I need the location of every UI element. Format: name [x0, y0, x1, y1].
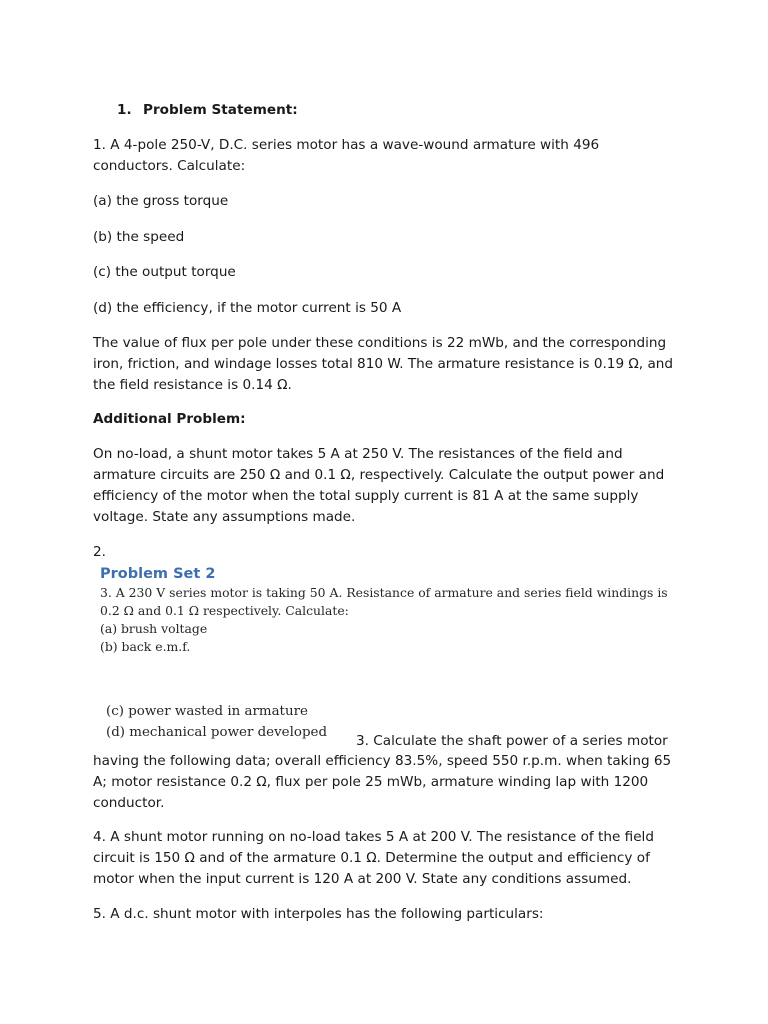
additional-problem-text: On no-load, a shunt motor takes 5 A at 250 V. The resistances of the field and armature circuits are 250 Ω and 0.1 Ω, respectively. Calculate the output power and efficiency of the motor when the total supply current is 81 A at the same supply voltage. State any assumptions made. [93, 446, 665, 525]
problem1-part-b: (b) the speed [93, 229, 185, 245]
image-line: (a) brush voltage [100, 621, 208, 636]
additional-problem-title: Additional Problem: [93, 411, 246, 427]
image-line: (c) power wasted in armature [106, 704, 308, 719]
problem4-text: 4. A shunt motor running on no-load takes 5 A at 200 V. The resistance of the field circuit is 150 Ω and of the armature 0.1 Ω. Determine the output and efficiency of motor when the input current is 120 A at 200 V. State any conditions assumed. [93, 829, 654, 887]
problem1-note: The value of flux per pole under these conditions is 22 mWb, and the corresponding iron, friction, and windage losses total 810 W. The armature resistance is 0.19 Ω, and the field resistance is 0.14 Ω. [93, 335, 674, 393]
image-line: 0.2 Ω and 0.1 Ω respectively. Calculate: [100, 603, 349, 618]
problem3-first-line: 3. Calculate the shaft power of a series motor [356, 733, 668, 749]
section-heading [117, 100, 298, 121]
problem3-text: having the following data; overall efficiency 83.5%, speed 550 r.p.m. when taking 65 A; motor resistance 0.2 Ω, flux per pole 25 mWb, armature winding lap with 1200 conductor. [93, 753, 672, 811]
problem1-part-c: (c) the output torque [93, 264, 236, 280]
problem1-part-a: (a) the gross torque [93, 193, 229, 209]
problem-set-image-continued [106, 701, 356, 743]
heading-title: Problem Statement: [143, 102, 298, 118]
image-line: (d) mechanical power developed [106, 725, 328, 740]
problem-set-image [100, 564, 668, 656]
problem2-label: 2. [93, 544, 106, 560]
problem-set-title: Problem Set 2 [100, 566, 216, 582]
image-line: (b) back e.m.f. [100, 639, 191, 654]
problem5-text: 5. A d.c. shunt motor with interpoles has the following particulars: [93, 906, 544, 922]
problem1-intro: 1. A 4-pole 250-V, D.C. series motor has a wave-wound armature with 496 conductors. Calculate: [93, 137, 600, 174]
problem1-part-d: (d) the efficiency, if the motor current is 50 A [93, 300, 402, 316]
image-line: 3. A 230 V series motor is taking 50 A. Resistance of armature and series field windings is [100, 585, 668, 600]
heading-number: 1. [117, 102, 132, 118]
